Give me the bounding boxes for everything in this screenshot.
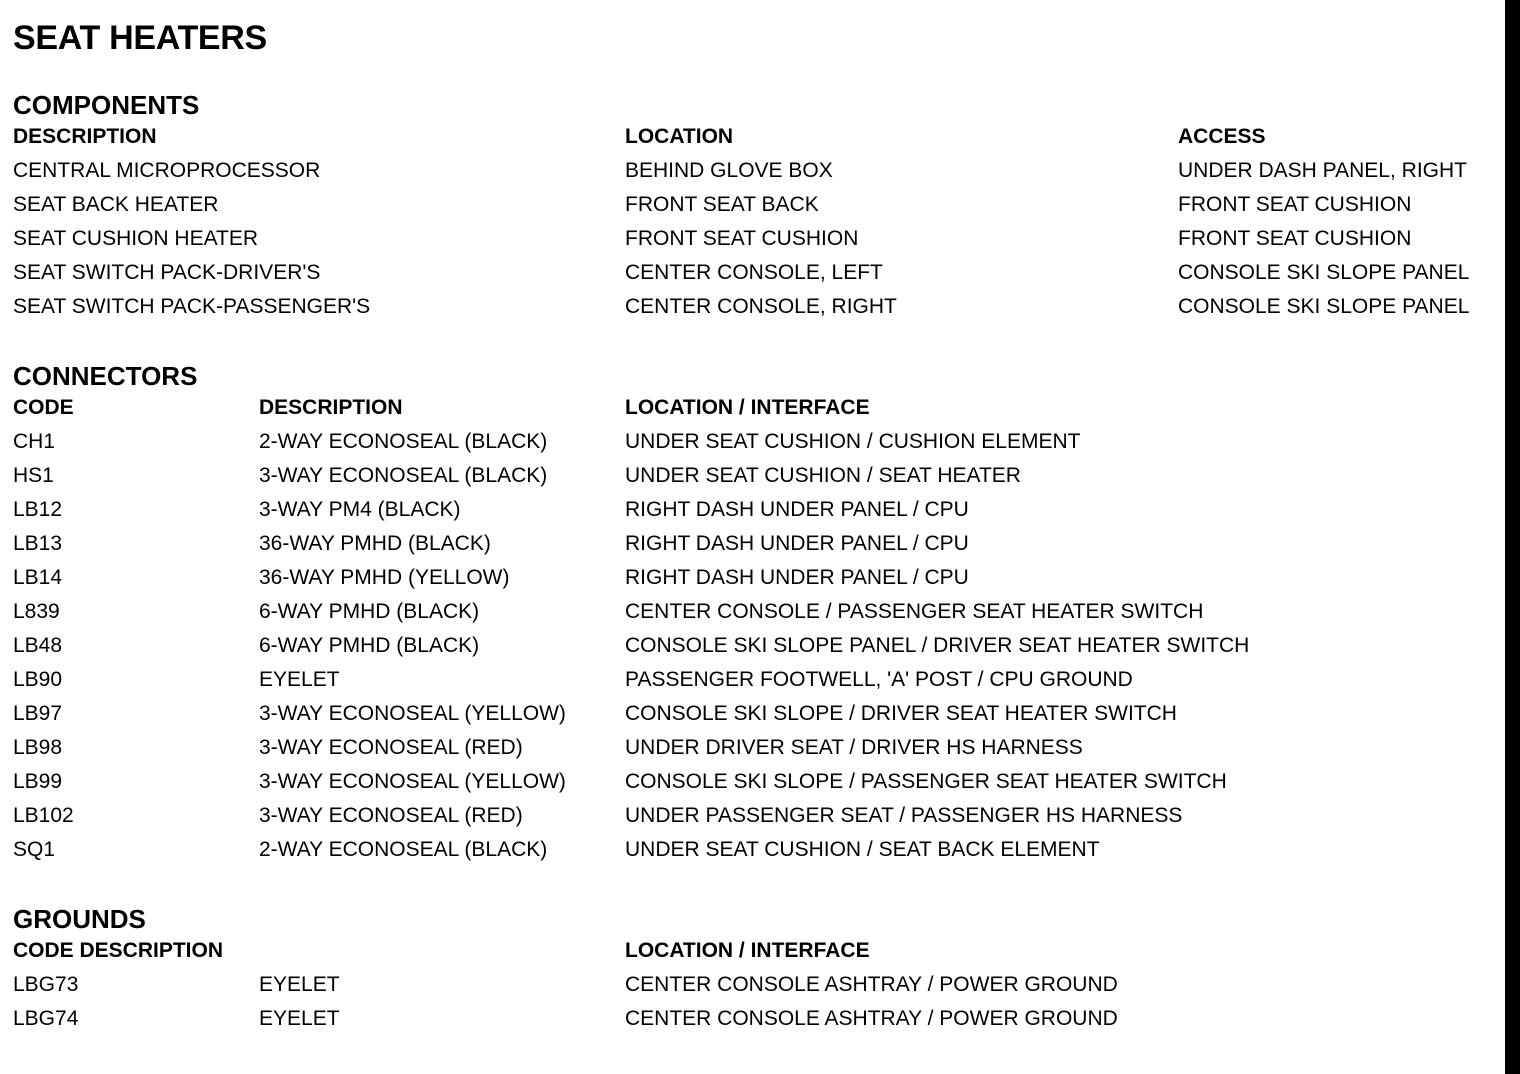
connector-code: CH1 <box>13 430 56 453</box>
connector-row <box>13 493 1493 527</box>
connector-code: LB13 <box>13 532 63 555</box>
components-header-row <box>13 120 1493 154</box>
connector-code: LB102 <box>13 804 74 827</box>
connector-location: UNDER SEAT CUSHION / SEAT HEATER <box>625 464 1021 487</box>
connector-description: 3-WAY PM4 (BLACK) <box>259 498 461 521</box>
component-row <box>13 290 1493 324</box>
connectors-heading: CONNECTORS <box>13 361 198 391</box>
connectors-section <box>13 361 1493 867</box>
connector-location: CENTER CONSOLE / PASSENGER SEAT HEATER SWITCH <box>625 600 1204 623</box>
document-page <box>13 18 1493 1036</box>
component-access: CONSOLE SKI SLOPE PANEL <box>1178 295 1470 318</box>
right-edge-bar <box>1505 0 1520 1074</box>
connector-description: 3-WAY ECONOSEAL (BLACK) <box>259 464 548 487</box>
connector-location: CONSOLE SKI SLOPE PANEL / DRIVER SEAT HEATER SWITCH <box>625 634 1250 657</box>
connector-row <box>13 425 1493 459</box>
component-row <box>13 154 1493 188</box>
connector-row <box>13 629 1493 663</box>
connector-description: 3-WAY ECONOSEAL (RED) <box>259 804 523 827</box>
component-access: UNDER DASH PANEL, RIGHT <box>1178 159 1467 182</box>
connector-location: RIGHT DASH UNDER PANEL / CPU <box>625 498 969 521</box>
connector-code: LB99 <box>13 770 63 793</box>
ground-row <box>13 1002 1493 1036</box>
connector-location: RIGHT DASH UNDER PANEL / CPU <box>625 532 969 555</box>
connector-code: SQ1 <box>13 838 56 861</box>
connector-code: LB48 <box>13 634 63 657</box>
connector-description: 36-WAY PMHD (BLACK) <box>259 532 491 555</box>
grounds-section <box>13 904 1493 1036</box>
connector-location: PASSENGER FOOTWELL, 'A' POST / CPU GROUND <box>625 668 1133 691</box>
connector-location: UNDER PASSENGER SEAT / PASSENGER HS HARNESS <box>625 804 1183 827</box>
component-location: BEHIND GLOVE BOX <box>625 159 833 182</box>
component-row <box>13 256 1493 290</box>
header-location-interface: LOCATION / INTERFACE <box>625 396 870 419</box>
connector-description: 2-WAY ECONOSEAL (BLACK) <box>259 838 548 861</box>
ground-location: CENTER CONSOLE ASHTRAY / POWER GROUND <box>625 973 1118 996</box>
component-row <box>13 188 1493 222</box>
component-location: CENTER CONSOLE, LEFT <box>625 261 883 284</box>
connector-location: CONSOLE SKI SLOPE / PASSENGER SEAT HEATER SWITCH <box>625 770 1227 793</box>
ground-location: CENTER CONSOLE ASHTRAY / POWER GROUND <box>625 1007 1118 1030</box>
header-description: DESCRIPTION <box>259 396 403 419</box>
connector-location: UNDER SEAT CUSHION / CUSHION ELEMENT <box>625 430 1081 453</box>
header-access: ACCESS <box>1178 125 1266 148</box>
connector-row <box>13 561 1493 595</box>
connector-location: CONSOLE SKI SLOPE / DRIVER SEAT HEATER SWITCH <box>625 702 1177 725</box>
component-access: FRONT SEAT CUSHION <box>1178 193 1412 216</box>
component-row <box>13 222 1493 256</box>
component-description: SEAT BACK HEATER <box>13 193 219 216</box>
component-description: SEAT CUSHION HEATER <box>13 227 259 250</box>
connector-description: 2-WAY ECONOSEAL (BLACK) <box>259 430 548 453</box>
ground-code: LBG74 <box>13 1007 79 1030</box>
connector-code: LB98 <box>13 736 63 759</box>
components-section <box>13 90 1493 324</box>
header-description: DESCRIPTION <box>13 125 157 148</box>
connector-description: 6-WAY PMHD (BLACK) <box>259 634 480 657</box>
connector-row <box>13 663 1493 697</box>
connector-row <box>13 459 1493 493</box>
header-location: LOCATION <box>625 125 734 148</box>
connector-description: 6-WAY PMHD (BLACK) <box>259 600 480 623</box>
connector-code: LB90 <box>13 668 63 691</box>
connector-row <box>13 765 1493 799</box>
grounds-header-row <box>13 934 1493 968</box>
connector-row <box>13 697 1493 731</box>
component-description: CENTRAL MICROPROCESSOR <box>13 159 321 182</box>
connector-code: L839 <box>13 600 60 623</box>
connector-location: UNDER DRIVER SEAT / DRIVER HS HARNESS <box>625 736 1083 759</box>
connector-row <box>13 833 1493 867</box>
ground-description: EYELET <box>259 973 340 996</box>
connector-description: EYELET <box>259 668 340 691</box>
component-description: SEAT SWITCH PACK-DRIVER'S <box>13 261 321 284</box>
connector-description: 3-WAY ECONOSEAL (YELLOW) <box>259 770 566 793</box>
component-location: FRONT SEAT BACK <box>625 193 819 216</box>
header-code: CODE <box>13 396 74 419</box>
connectors-header-row <box>13 391 1493 425</box>
connector-code: HS1 <box>13 464 54 487</box>
connector-row <box>13 799 1493 833</box>
header-code-description: CODE DESCRIPTION <box>13 939 224 962</box>
component-location: FRONT SEAT CUSHION <box>625 227 859 250</box>
connector-description: 3-WAY ECONOSEAL (YELLOW) <box>259 702 566 725</box>
header-location-interface: LOCATION / INTERFACE <box>625 939 870 962</box>
connector-row <box>13 527 1493 561</box>
connector-row <box>13 595 1493 629</box>
component-description: SEAT SWITCH PACK-PASSENGER'S <box>13 295 371 318</box>
connector-location: RIGHT DASH UNDER PANEL / CPU <box>625 566 969 589</box>
components-heading: COMPONENTS <box>13 90 200 120</box>
connector-code: LB12 <box>13 498 63 521</box>
connector-description: 3-WAY ECONOSEAL (RED) <box>259 736 523 759</box>
grounds-heading: GROUNDS <box>13 904 146 934</box>
connector-row <box>13 731 1493 765</box>
connector-code: LB97 <box>13 702 63 725</box>
page-title: SEAT HEATERS <box>13 19 267 57</box>
component-access: FRONT SEAT CUSHION <box>1178 227 1412 250</box>
component-location: CENTER CONSOLE, RIGHT <box>625 295 897 318</box>
ground-code: LBG73 <box>13 973 79 996</box>
component-access: CONSOLE SKI SLOPE PANEL <box>1178 261 1470 284</box>
ground-description: EYELET <box>259 1007 340 1030</box>
ground-row <box>13 968 1493 1002</box>
connector-location: UNDER SEAT CUSHION / SEAT BACK ELEMENT <box>625 838 1100 861</box>
connector-code: LB14 <box>13 566 63 589</box>
connector-description: 36-WAY PMHD (YELLOW) <box>259 566 510 589</box>
